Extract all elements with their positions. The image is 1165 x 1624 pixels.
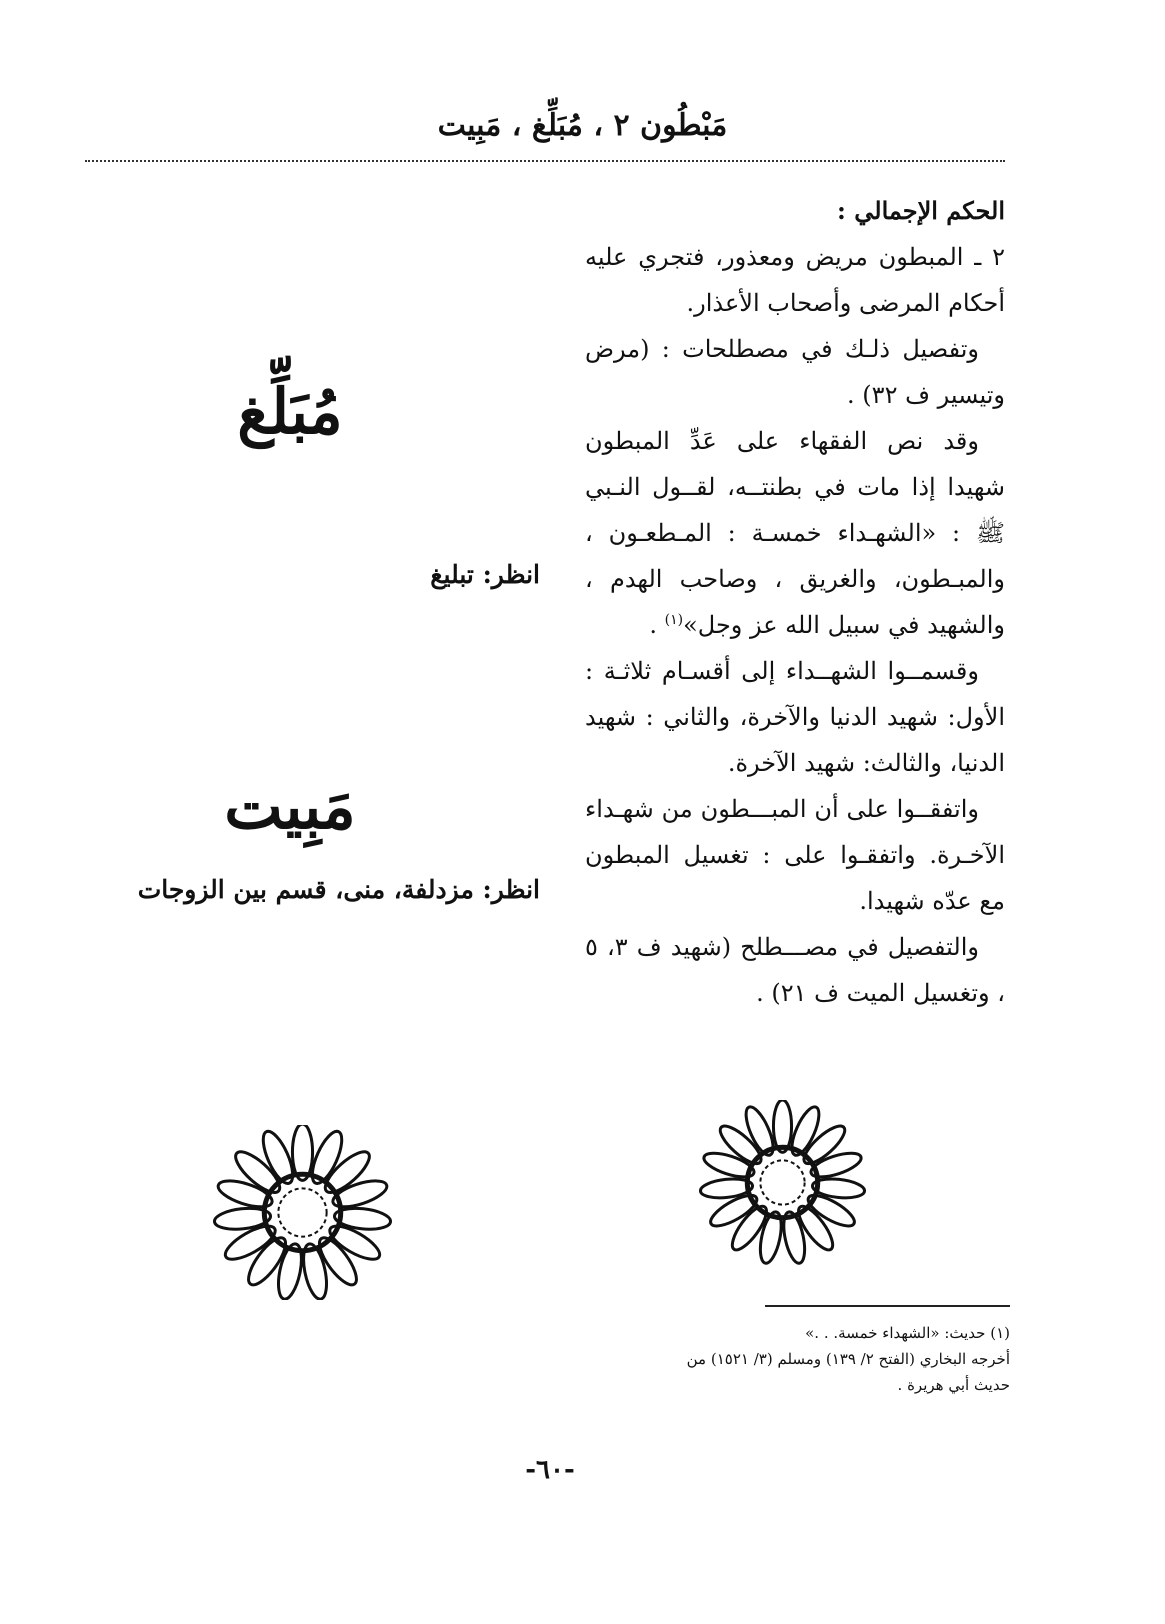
rosette-petals [700, 1100, 866, 1265]
header-divider [85, 160, 1005, 162]
rosette-inner-ring [760, 1160, 804, 1204]
footnote-line-3: حديث أبي هريرة . [897, 1376, 1010, 1394]
footnote-line-2: أخرجه البخاري (الفتح ٢/ ١٣٩) ومسلم (٣/ ١٥٢١) من [686, 1350, 1010, 1368]
paragraph-2: وتفصيل ذلـك في مصطلحات : (مرض وتيسير ف ٣٢) . [585, 335, 1005, 409]
paragraph-5: واتفقــوا على أن المبـــطون من شهـداء الآخـرة. واتفقـوا على : تغسيل المبطون مع عدّه شهيدا. [585, 795, 1005, 915]
rosette-ring [264, 1174, 340, 1250]
running-title: مَبْطُون ٢ ، مُبَلِّغ ، مَبِيت [437, 108, 728, 143]
entry-reference-mabit: انظر: مزدلفة، منى، قسم بين الزوجات [137, 875, 540, 904]
footnotes [560, 1320, 1010, 1398]
rosette-ring [747, 1147, 817, 1217]
entry-reference-muballigh: انظر: تبليغ [430, 560, 540, 589]
rosette-ornament-left [210, 1125, 395, 1300]
entry-term-mabit: مَبِيت [224, 770, 356, 843]
footnote-line-1: (١) حديث: «الشهداء خمسة. . .» [805, 1324, 1010, 1342]
paragraph-3 [585, 418, 1005, 648]
footnote-marker: (١) [664, 612, 684, 628]
paragraph-3-tail: . [649, 611, 665, 639]
entry-term-muballigh: مُبَلِّغ [237, 375, 343, 448]
paragraph-1: ٢ ـ المبطون مريض ومعذور، فتجري عليه أحكام المرضى وأصحاب الأعذار. [585, 243, 1005, 317]
rosette-inner-ring [278, 1188, 326, 1236]
paragraph-4: وقسمــوا الشهــداء إلى أقسـام ثلاثـة : الأول: شهيد الدنيا والآخرة، والثاني : شهيد الدنيا، والثالث: شهيد الآخرة. [585, 657, 1005, 777]
article-column [585, 188, 1005, 1016]
rosette-petals [213, 1125, 391, 1300]
page-number: -٦٠- [525, 1455, 575, 1485]
footnote-divider [765, 1305, 1010, 1307]
paragraph-6: والتفصيل في مصـــطلح (شهيد ف ٣، ٥ ، وتغسيل الميت ف ٢١) . [585, 933, 1005, 1007]
rosette-ornament-right [695, 1100, 870, 1265]
section-heading: الحكم الإجمالي : [837, 196, 1005, 225]
paragraph-3-text: وقد نص الفقهاء على عَدِّ المبطون شهيدا إذا مات في بطنتــه، لقــول النـبي ﷺ : «الشهـداء خمسـة : المـطعـون ، والمبـطون، والغريق ، وصاحب الهدم ، والشهيد في سبيل الله عز وجل» [585, 427, 1005, 639]
